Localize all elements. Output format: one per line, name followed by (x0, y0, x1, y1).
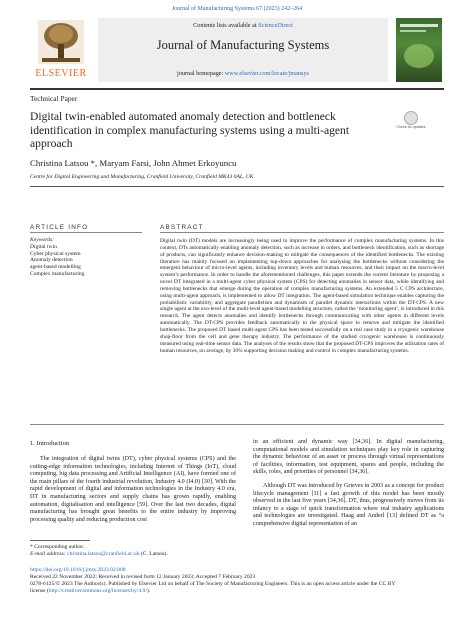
intro-left-column: The integration of digital twins (DT), cyber physical systems (CPS) and the cutting-edge information technologies, including Internet of Things (IoT), cloud computing, big data processing and Artificial Intelligence (AI), have formed one of the main pillars of the fourth industrial revolution, Industry 4.0 (I4.0) [30]. With the rapid development of digital and information technologies in the Industry 4.0 era, DT in manufacturing sectors and supply chains has grown rapidly, enabling automation, digitalisation and intelligence [59]. Over the last two decades, digital manufacturing has brought great benefits to the entire industry by improving processing quality and reducing production cost (30, 456, 236, 523)
publication-info (30, 567, 444, 595)
affiliation: Centre for Digital Engineering and Manufacturing, Cranfield University, Cranfield MK43 0AL, UK (30, 174, 254, 180)
abstract-bottom-divider (30, 424, 444, 425)
check-for-updates-button[interactable] (396, 111, 426, 133)
abstract-text: Digital twin (DT) models are increasingly being used to improve the performance of complex manufacturing systems. In this context, DTs automatically enabling anomaly detection, such as increase in orders, and bottleneck identification, such as shortage of products, can significantly enhance decision-making to mitigate the consequences of the identified bottlenecks. The existing literature has mainly focused on implementing top-down approaches for analysing the bottlenecks without considering the emergent behaviour of micro-level agents, including inventory levels and human resources, and their impact on the macro-level system’s performance. In order to handle the aforementioned challenges, this paper extends the current literature by proposing a novel DT integrated in a multi-agent cyber physical system (CPS) for detecting anomalies in sensor data, while identifying and removing bottlenecks that emerge during the operation of complex manufacturing systems. An extended 5 C CPS architecture, using multi-agent approach, is implemented to allow DT integration. The agent-based simulation technique enables capturing the probabilistic variability, and aggregate parallelism and dynamism of parallel dynamic interactions within the DT-CPS. A new single agent at the exo-level of the multi-level agent-based modelling structure, called the ‘monitoring agent’, is introduced in this research. The agent detects anomalies and identify bottlenecks through communicating with other agents in different levels automatically. The DT-CPS provides feedback automatically to the physical space to remove and mitigate the identified bottlenecks. The proposed DT based multi-agent CPS has been tested successfully on a real case study in a cryogenic warehouse shop-floor from the cell and gene therapy industry. The performance of the studied cryogenic warehouse is continuously measured using real-time sensor data. The analyses of the results show that the proposed DT-CPS improves the utilisation rates of human resources, on average, by 30% supporting decision making and control in complex manufacturing systems. (160, 238, 444, 354)
license-text: 0278-6125/© 2023 The Author(s). Published by Elsevier Ltd on behalf of The Society of Manufacturing Engineers. This is an open access article under the CC BY (30, 581, 396, 587)
doi-link[interactable]: https://doi.org/10.1016/j.jmsy.2023.02.008 (30, 567, 126, 573)
journal-cover-image (396, 18, 442, 82)
footnote (30, 544, 250, 558)
homepage-prefix: journal homepage: (177, 70, 225, 77)
keyword-item: agent-based modelling (30, 264, 81, 271)
license-prefix: license ( (30, 588, 49, 594)
check-updates-icon (404, 111, 418, 125)
received-dates: Received 22 November 2022; Received in revised form 12 January 2023; Accepted 7 February 2023 (30, 574, 256, 580)
intro-right-column (253, 439, 444, 529)
corresponding-author-note: * Corresponding author. (30, 544, 85, 550)
keyword-item: Digital twin (30, 243, 57, 250)
article-info-divider (30, 232, 142, 233)
title-divider (30, 186, 444, 187)
check-updates-label: Check for updates (396, 125, 426, 129)
email-suffix: (C. Latsou). (139, 551, 168, 557)
email-label: E-mail address: (30, 551, 68, 557)
introduction-heading: 1. Introduction (30, 440, 70, 447)
article-title: Digital twin-enabled automated anomaly detection and bottleneck identification in complex manufacturing systems using a multi-agent approach (30, 110, 350, 151)
intro-paragraph: in an efficient and dynamic way [34,36]. In digital manufacturing, computational models and simulation techniques play key role in capturing the dynamic behaviour of an asset or process through virtual representations of facilities, information, test equipment, spares and people, including the skills, roles, and priorities of personnel [34,36]. (253, 439, 444, 476)
masthead-header-box (98, 18, 388, 82)
sciencedirect-link[interactable]: ScienceDirect (258, 22, 293, 29)
homepage-line (98, 70, 388, 77)
license-suffix: ). (146, 588, 151, 594)
intro-paragraph: Although DT was introduced by Grieves in 2003 as a concept for product lifecycle management [11] a fast growth of this model has been mostly observed in the last five years [34,36]. DT, thus, progressively moves from its infancy to a stage of quick transformation where real industry applications and technologies are investigated. Haag and Anderl [13] defined DT as “a comprehensive digital representation of an (253, 482, 444, 527)
header-divider (30, 88, 444, 90)
author-list[interactable]: Christina Latsou *, Maryam Farsi, John Ahmet Erkoyuncu (30, 158, 237, 168)
abstract-divider (160, 232, 444, 233)
publisher-name: ELSEVIER (35, 68, 87, 79)
footnote-divider (30, 540, 90, 541)
contents-line (98, 22, 388, 29)
abstract-heading: ABSTRACT (160, 224, 204, 231)
keyword-item: Anomaly detection (30, 257, 73, 264)
journal-masthead (30, 18, 444, 82)
journal-name: Journal of Manufacturing Systems (156, 38, 330, 52)
article-type: Technical Paper (30, 94, 78, 103)
email-line (30, 551, 250, 558)
keywords-label: Keywords: (30, 237, 55, 243)
keyword-item: Cyber physical system (30, 250, 81, 257)
elsevier-tree-icon (38, 20, 84, 64)
journal-reference[interactable]: Journal of Manufacturing Systems 67 (2023) 242–264 (171, 6, 303, 12)
keyword-item: Complex manufacturing (30, 270, 85, 277)
article-info-heading: ARTICLE INFO (30, 224, 89, 231)
homepage-link[interactable]: www.elsevier.com/locate/jmansys (224, 70, 309, 77)
email-link[interactable]: christina.latsou@cranfield.ac.uk (67, 551, 140, 557)
license-line (30, 588, 444, 595)
keywords-block (30, 237, 142, 278)
license-link[interactable]: http://creativecommons.org/licenses/by/4.0/ (48, 588, 147, 594)
contents-prefix: Contents lists available at (193, 22, 259, 29)
elsevier-logo (30, 18, 92, 82)
